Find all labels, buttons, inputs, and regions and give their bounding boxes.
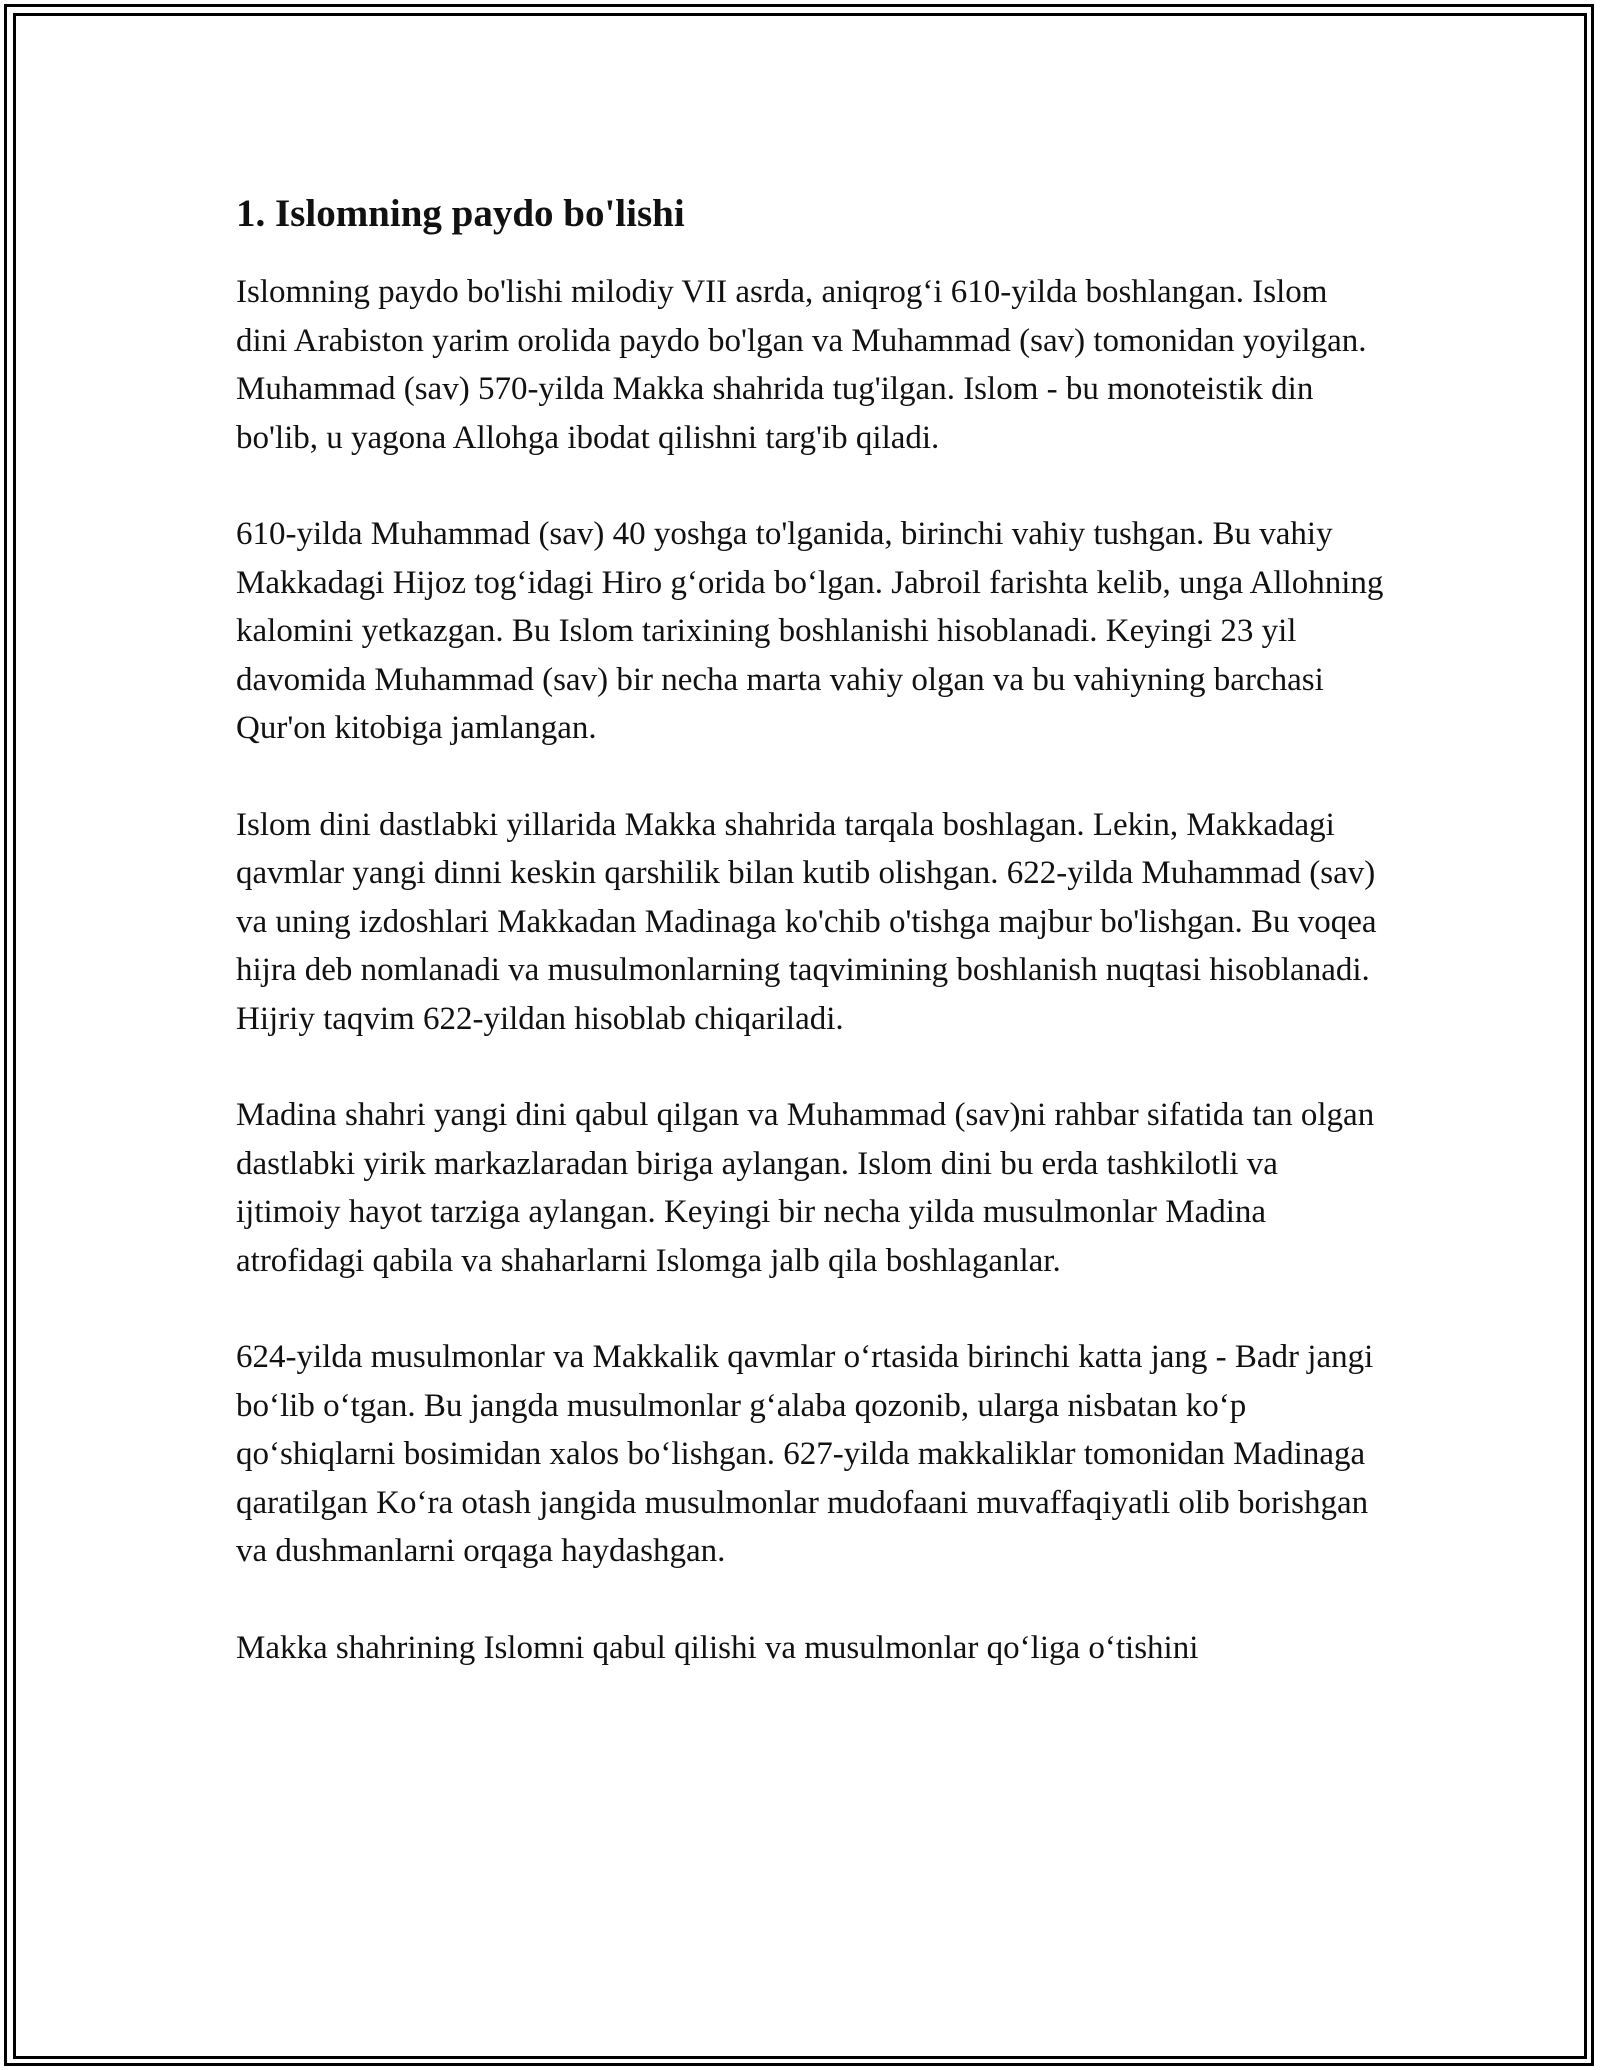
paragraph-5: 624-yilda musulmonlar va Makkalik qavmlar o‘rtasida birinchi katta jang - Badr jangi bo‘lib o‘tgan. Bu jangda musulmonlar g‘alaba qozonib, ularga nisbatan ko‘p qo‘shiqlarni bosimidan xalos bo‘lishgan. 627-yilda makkaliklar tomonidan Madinaga qaratilgan Ko‘ra otash jangida musulmonlar mudofaani muvaffaqiyatli olib borishgan va dushmanlarni orqaga haydashgan.	[236, 1339, 1374, 1569]
paragraph-2: 610-yilda Muhammad (sav) 40 yoshga to'lganida, birinchi vahiy tushgan. Bu vahiy Makkadagi Hijoz tog‘idagi Hiro g‘orida bo‘lgan. Jabroil farishta kelib, unga Allohning kalomini yetkazgan. Bu Islom tarixining boshlanishi hisoblanadi. Keyingi 23 yil davomida Muhammad (sav) bir necha marta vahiy olgan va bu vahiyning barchasi Qur'on kitobiga jamlangan.	[236, 516, 1384, 746]
paragraph-4: Madina shahri yangi dini qabul qilgan va Muhammad (sav)ni rahbar sifatida tan olgan dastlabki yirik markazlaradan biriga aylangan. Islom dini bu erda tashkilotli va ijtimoiy hayot tarziga aylangan. Keyingi bir necha yilda musulmonlar Madina atrofidagi qabila va shaharlarni Islomga jalb qila boshlaganlar.	[236, 1097, 1375, 1279]
paragraph-6: Makka shahrining Islomni qabul qilishi va musulmonlar qo‘liga o‘tishini	[236, 1629, 1199, 1666]
section-heading: 1. Islomning paydo bo'lishi	[236, 192, 685, 235]
paragraph-3: Islom dini dastlabki yillarida Makka shahrida tarqala boshlagan. Lekin, Makkadagi qavmlar yangi dinni keskin qarshilik bilan kutib olishgan. 622-yilda Muhammad (sav) va uning izdoshlari Makkadan Madinaga ko'chib o'tishga majbur bo'lishgan. Bu voqea hijra deb nomlanadi va musulmonlarning taqvimining boshlanish nuqtasi hisoblanadi. Hijriy taqvim 622-yildan hisoblab chiqariladi.	[236, 806, 1377, 1037]
document-body	[236, 190, 1384, 1720]
paragraph-1: Islomning paydo bo'lishi milodiy VII asrda, aniqrog‘i 610-yilda boshlangan. Islom dini Arabiston yarim orolida paydo bo'lgan va Muhammad (sav) tomonidan yoyilgan. Muhammad (sav) 570-yilda Makka shahrida tug'ilgan. Islom - bu monoteistik din bo'lib, u yagona Allohga ibodat qilishni targ'ib qiladi.	[236, 274, 1367, 456]
